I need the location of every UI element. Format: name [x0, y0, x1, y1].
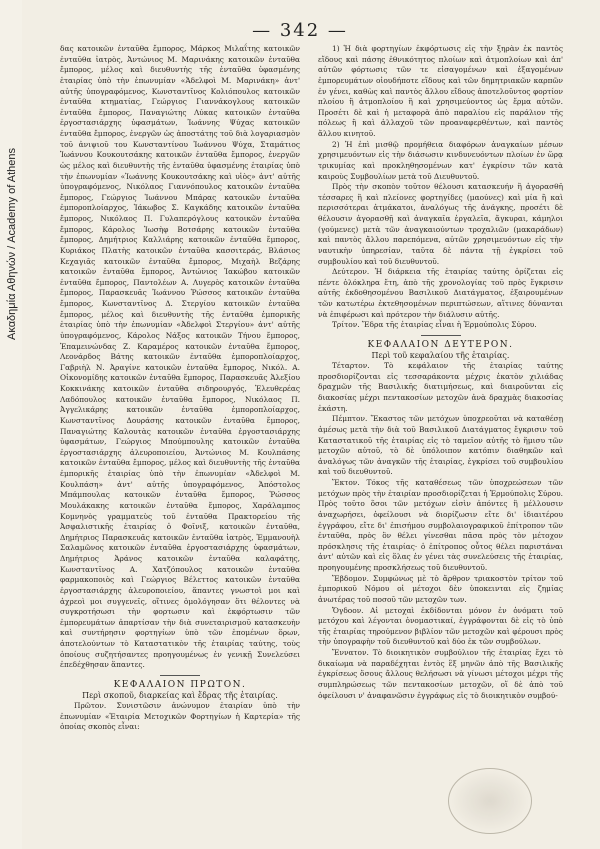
article-first: Πρῶτον. Συνιστῶσιν ἀνώνυμον ἑταιρίαν ὑπὸ τὴν ἐπωνυμίαν «Ἑταιρία Μετοχικῶν Φορτηγίων ἡ Καρτερία» τῆς ὁποίας σκοπὸς εἶναι:: [60, 701, 300, 732]
clause-1: 1) Ἡ διὰ φορτηγίων ἐκφόρτωσις εἰς τὴν ξηρὰν ἐκ παντὸς εἴδους καὶ πάσης ἐθνικότητος πλοίων καὶ ἀτμοπλοίων καὶ ἀπ' αὐτῶν φόρτωσις τῶν τε εἰσαγομένων καὶ ἐξαγομένων ἐμπορευμάτων οἰουδήποτε εἴδους καὶ τῶν δημητριακῶν καρπῶν ἐν γένει, καθὼς καὶ παντὸς ἄλλου εἴδους ἀποτελοῦντος φορτίον πλοίου ἢ ἀτμοπλοίου ἢ καὶ χρησιμεύοντος ὡς ἕρμα αὐτῶν. Προσέτι δὲ καὶ ἡ μεταφορὰ ἀπὸ παραλίου εἰς παράλιον τῆς πόλεως ἢ καὶ ἀλλαχοῦ τῶν προαναφερθέντων, καὶ παντὸς ἄλλου κινητοῦ.: [318, 44, 563, 138]
chapter-two-heading: ΚΕΦΑΛΑΙΟΝ ΔΕΥΤΕΡΟΝ.: [367, 339, 514, 350]
article-eighth: Ὄγδοον. Αἱ μετοχαὶ ἐκδίδονται μόνον ἐν ὀνόματι τοῦ μετόχου καὶ λέγονται ὀνομαστικαί, ἐγγράφονται δὲ εἰς τὸ ὑπὸ τῆς ἑταιρίας τηρούμενον βιβλίον τῶν μετοχῶν καὶ φέρουσι πρὸς τὴν ὑπογραφὴν τοῦ διευθυντοῦ καὶ δύο ἐκ τῶν συμβούλων.: [318, 605, 563, 647]
library-stamp: [448, 768, 532, 834]
chapter-one-heading: ΚΕΦΑΛΑΙΟΝ ΠΡΩΤΟΝ.: [113, 679, 247, 690]
right-paragraph-3: Πρὸς τὴν σκοπὸν τοῦτον θέλουσι κατασκευήν ἢ ἀγορασθῆ τέσσαρες ἢ καὶ πλείονες φορτηγίδες (μαούνες) καὶ μία ἢ καὶ περισσότεραι ἀτμάκατοι, ἀναλόγως τῆς ἀνάγκης, προσέτι δὲ θέλουσιν ἀγορασθῇ καὶ ἀναγκαῖα ἐργαλεῖα, ἄγκυραι, κάμηλοι (γούμενες) μετὰ τῶν ἀναγκαιούντων τροχαλιῶν (μακαράδων) καὶ παντὸς ἄλλου παρεπόμενα, αὐτῶν χρησιμευόντων εἰς τὴν ναυτικὴν ὑπηρεσίαν, ταῦτα δὲ πάντα τῇ ἐγκρίσει τοῦ συμβουλίου καὶ τοῦ διευθυντοῦ.: [318, 182, 563, 266]
article-third: Τρίτον. Ἕδρα τῆς ἑταιρίας εἶναι ἡ Ἑρμούπολις Σύρου.: [332, 320, 537, 330]
article-fifth: Πέμπτον. Ἕκαστος τῶν μετόχων ὑποχρεοῦται νὰ καταθέσῃ ἀμέσως μετὰ τὴν διὰ τοῦ Βασιλικοῦ Διατάγματος ἔγκρισιν τοῦ Καταστατικοῦ τῆς ἑταιρίας εἰς τὸ ταμεῖον αὐτῆς τὸ ἥμισυ τῶν μετοχῶν αὐτοῦ, τὸ δὲ ὑπόλοιπον κατόπιν διαθηκῶν καὶ ἀναλόγως τῶν ἀναγκῶν τῆς ἑταιρίας, ἐγκρίσει τοῦ συμβουλίου καὶ τοῦ διευθυντοῦ.: [318, 414, 563, 477]
clause-2: 2) Ἡ ἐπὶ μισθῷ προμήθεια διαφόρων ἀναγκαίων μέσων χρησιμευόντων εἰς τὴν διάσωσιν κινδυνευόντων πλοίων ἐν ὥρᾳ τρικυμίας καὶ προκληθησομένων κατ' ἐγκρίσιν τῶν κατὰ καιροὺς Συμβουλίων μετὰ τοῦ Διευθυντοῦ.: [318, 139, 563, 181]
left-column: [60, 44, 300, 733]
academy-watermark: Ακαδημία Αθηνών / Academy of Athens: [6, 147, 18, 340]
scan-gutter: [0, 0, 22, 849]
page-number: — 342 —: [252, 20, 348, 41]
article-second: Δεύτερον. Ἡ διάρκεια τῆς ἑταιρίας ταύτης ὁρίζεται εἰς πέντε ὁλόκληρα ἔτη, ἀπὸ τῆς χρονολογίας τοῦ πρὸς ἔγκρισιν αὐτῆς ἐκδοθησομένου Βασιλικοῦ Διατάγματος, ἐξαιρουμένων τῶν κατωτέρω ἐκτεθησομένων περιπτώσεων, αἵτινες δύνανται νὰ ἐπιφέρωσι καὶ πρότερον τὴν διάλυσιν αὐτῆς.: [318, 267, 563, 319]
right-column: [318, 44, 563, 701]
left-paragraph-1: δας κατοικῶν ἐνταῦθα ἔμπορος, Μάρκος Μιλαΐτης κατοικῶν ἐνταῦθα ἰατρὸς, Ἀντώνιος Μ. Μαρινάκης κατοικῶν ἐνταῦθα ἔμπορος, μέλος καὶ διευθυντὴς τῆς ἐνταῦθα ὑφασμένης ἑταιρίας ὑπὸ τὴν ἐπωνυμίαν «Ἀδελφοὶ Μ. Μαρινάκη» ἀντ' αὐτῆς ὑπογραφόμενος, Κωνσταντῖνος Κολιόπουλος κατοικῶν ἐνταῦθα κτηματίας, Γεώργιος Γιαννάκογλους κατοικῶν ἐνταῦθα ἔμπορος, Παναγιώτης Λύκας κατοικῶν ἐνταῦθα ἐργοστασιάρχης ὑφασμάτων, Ἰωάννης Ψύχας κατοικῶν ἐνταῦθα ἔμπορος, ἐνεργῶν ὡς ἀποστάτης τοῦ διὰ λογαριασμὸν τοῦ ἀνιψιοῦ του Κωνσταντίνου Ἰωάννου Ψύχα, Σταμάτιος Ἰωάννου Κουκουτσάκης κατοικῶν ἐνταῦθα ἔμπορος, ἐνεργῶν ὡς μέλος καὶ διευθυντὴς τῆς ἐνταῦθα ὑφασμένης ἑταιρίας ὑπὸ τὴν ἐπωνυμίαν «Ἰωάννης Κουκουτσάκης καὶ υἱὸς» ἀντ' αὐτῆς ὑπογραφόμενος, Νικόλαος Γιαννόπουλος κατοικῶν ἐνταῦθα ἔμπορος, Γεώργιος Ἰωάννου Μπάρας κατοικῶν ἐνταῦθα ἐμποροπλοίαρχος, Ἰάκωβος Σ. Καγκάδης κατοικῶν ἐνταῦθα ἔμπορος, Νικόλαος Π. Γυλαπερόγλους κατοικῶν ἐνταῦθα ἔμπορος, Κάρολος Ἰωσὴφ Βοτσάρης κατοικῶν ἐνταῦθα ἔμπορος, Δημήτριος Καλλιάρης κατοικῶν ἐνταῦθα ἔμπορος, Κυριάκος Πλατὴς κατοικῶν ἐνταῦθα κασσιτεράς, Βλάσιος Κεχαγιᾶς κατοικῶν ἐνταῦθα ἔμπορος, Μιχαὴλ Βεζάρης κατοικῶν ἐνταῦθα ἔμπορος, Ἀντώνιος Ἰακώβου κατοικῶν ἐνταῦθα ἔμπορος, Παντολέων Α. Λυγερὸς κατοικῶν ἐνταῦθα ἔμπορος, Παρασκευᾶς Ἰωάννου Ῥώσσος κατοικῶν ἐνταῦθα ἔμπορος, Κωνσταντῖνος Δ. Στεργίου κατοικῶν ἐνταῦθα ἔμπορος, μέλος καὶ διευθυντὴς τῆς ἐνταῦθα ἐμπορικῆς ἑταιρίας ὑπὸ τὴν ἐπωνυμίαν «Ἀδελφοὶ Στεργίου» ἀντ' αὐτῆς ὑπογραφόμενος, Κάρολος Νάξος κατοικῶν Τήνου ἔμπορος, Ἐπαμεινώνδας Ζ. Καραμέρος κατοικῶν ἐνταῦθα ἔμπορος, Λεονάρδος Βάτης κατοικῶν ἐνταῦθα ἐμποροπλοίαρχος, Γαβριὴλ Ν. Ἀραγίνε κατοικῶν ἐνταῦθα ἔμπορος, Νικόλ. Α. Οἰκονομίδης κατοικῶν ἐνταῦθα ἔμπορος, Παρασκευᾶς Ἀλεξίου Κοκκινάκης κατοικῶν ἐνταῦθα σιδηρουργός, Ἐλευθερέας Λαδόπουλος κατοικῶν ἐνταῦθα ἔμπορος, Νικόλαος Π. Ἀγγελικάρης κατοικῶν ἐνταῦθα ἐμποροπλοίαρχος, Κωνσταντῖνος Δουράσης κατοικῶν ἐνταῦθα ἔμπορος, Παναγιώτης Καλουτὰς κατοικῶν ἐνταῦθα ἐργοστασιάρχης ὑφασμάτων, Γεώργιος Μπούμπουλης κατοικῶν ἐνταῦθα ἐργοστασιάρχης ἀλευροποιείου, Ἀντώνιος Μ. Κουλπάσης κατοικῶν ἐνταῦθα ἔμπορος, μέλος καὶ διευθυντὴς τῆς ἐνταῦθα ἐμπορικῆς ἑταιρίας ὑπὸ τὴν ἐπωνυμίαν «Ἀδελφοὶ Μ. Κουλπάση» ἀντ' αὐτῆς ὑπογραφόμενος, Ἀπόστολος Μπάμπουλας κατοικῶν ἐνταῦθα ἔμπορος, Ῥώσσος Μουλάκακης κατοικῶν ἐνταῦθα ἔμπορος, Χαράλαμπος Κομνηνὸς γραμματεὺς τοῦ ἐνταῦθα Πρακτορείου τῆς Ἀσφαλιστικῆς ἑταιρίας ὁ Φοῖνιξ, κατοικῶν ἐνταῦθα, Δημήτριος Παρασκευᾶς κατοικῶν ἐνταῦθα ἰατρὸς, Ἐμμανουὴλ Σαλαμῶνος κατοικῶν ἐνταῦθα ἐργοστασιάρχης ὑφασμάτων, Δημήτριος Ἀράνος κατοικῶν ἐνταῦθα καλαφάτης, Κωνσταντῖνος Α. Χατζόπουλος κατοικῶν ἐνταῦθα φαρμακοποιὸς καὶ Γεώργιος Βέλεττος κατοικῶν ἐνταῦθα ἐργοστασιάρχης ἀλευροποιείου, ἅπαντες γνωστοὶ μοι καὶ ἀχρεοὶ μοι συγγενεῖς, οἵτινες ὁμολόγησαν ὅτι θέλοντες νὰ συγκροτήσωσι τὴν φορτωσιν καὶ ἐκφόρτωσιν τῶν ἐμπορευμάτων ἀπαρτίσαν τὴν διὰ συνεταιρισμοῦ κατασκευὴν καὶ συντήρησιν φορτηγίων ὑπὸ τῶν ἑπομένων ὅρων, ἀποτελούντων τὸ Καταστατικὸν τῆς ἑταιρίας ταύτης, τοὺς ὁποίους συζητήσαντες προηγουμένως ἐν γενικῇ Συνελεύσει ἐπεδέχθησαν ἅπαντες.: [60, 44, 300, 670]
section-divider: [160, 675, 200, 676]
chapter-two-subheading: Περὶ τοῦ κεφαλαίου τῆς ἑταιρίας.: [371, 350, 510, 360]
chapter-one-subheading: Περὶ σκοποῦ, διαρκείας καὶ ἕδρας τῆς ἑταιρίας.: [82, 690, 278, 700]
article-ninth: Ἔννατον. Τὸ διοικητικὸν συμβούλιον τῆς ἑταιρίας ἔχει τὸ δικαίωμα νὰ παραδέχηται ἐντὸς ἓξ μηνῶν ἀπὸ τῆς Βασιλικῆς ἐγκρίσεως ὅσους ἄλλους θελήσωσι νὰ γίνωσι μέτοχοι μέχρι τῆς συμπληρώσεως τῶν πεντακοσίων μετοχῶν, οἵ δὲ ἀπὸ τοῦ ὀφείλουσι ν' ἀναφανῶσιν ἐγγράφως εἰς τὸ διοικητικὸν συμβού-: [318, 648, 563, 700]
article-fourth: Τέταρτον. Τὸ κεφάλαιον τῆς ἑταιρίας ταύτης προσδιορίζονται εἰς τεσσαράκοντα μέχρις ἑκατὸν χιλιάδας δραχμῶν τῆς Βασιλικῆς διατιμήσεως, καὶ διαιροῦνται εἰς διακοσίας μέχρι πεντακοσίων μετοχῶν ἀνὰ δραχμὰς διακοσίας ἑκάστη.: [318, 361, 563, 413]
article-seventh: Ἕβδομον. Συμφώνως μὲ τὸ ἄρθρον τριακοστὸν τρίτον τοῦ ἐμπορικοῦ Νόμου οἱ μέτοχοι δὲν ὑποκεινται εἰς ζημίας ἀνωτέρας τοῦ ποσοῦ τῶν μετοχῶν των.: [318, 573, 563, 604]
article-sixth: Ἕκτον. Τόκος τῆς καταθέσεως τῶν ὑποχρεώσεων τῶν μετόχων πρὸς τὴν ἑταιρίαν προσδιορίζεται ἡ Ἑρμούπολις Σύρου. Πρὸς τοῦτο ὅσοι τῶν μετόχων εἰσὶν ἀπόντες ἢ μέλλουσιν ἀναχωρήσει, ὀφείλουσι νὰ διορίζωσιν εἴτε δι' ἰδιαιτέρου ἐγγράφου, εἴτε δι' ἐπισήμου συμβολαιογραφικοῦ ἐπίτροπον τῶν ἐνταῦθα, πρὸς ὃν θέλει γίνεσθαι πᾶσα πρὸς τὸν μέτοχον πρόσκλησις τῆς ἑταιρίας· ὁ ἐπίτροπος οὗτος θέλει παριστάναι ἀντ' αὐτῶν καὶ εἰς ὅλας ἐν γένει τὰς συνελεύσεις τῆς ἑταιρίας, προηγουμένης προσκλήσεως τοῦ διευθυντοῦ.: [318, 478, 563, 572]
section-divider: [421, 335, 461, 336]
